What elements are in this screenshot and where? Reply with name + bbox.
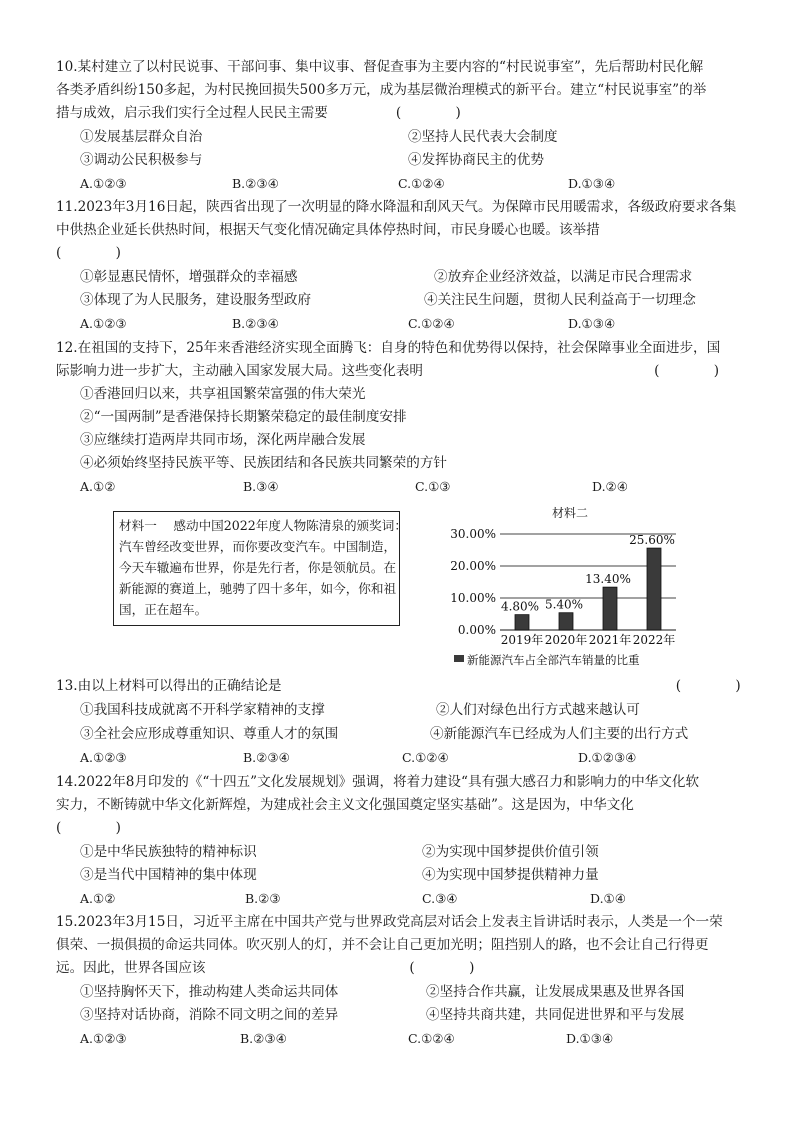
question-15-choice-b: B.②③④ <box>240 1031 287 1046</box>
question-14-option-1: ①是中华民族独特的精神标识 <box>80 844 257 860</box>
material-one-line-1: 材料一 感动中国2022年度人物陈清泉的颁奖词： <box>119 518 407 533</box>
bar <box>559 613 573 630</box>
question-15-choice-c: C.①②④ <box>408 1031 455 1046</box>
question-10-choice-a: A.①②③ <box>80 176 127 191</box>
question-15-stem-line-1: 15.2023年3月15日，习近平主席在中国共产党与世界政党高层对话会上发表主旨讲话时表示，人类是一个一荣 <box>56 914 723 930</box>
question-12-choice-b: B.③④ <box>243 479 279 494</box>
question-13-choice-d: D.①②③④ <box>578 750 637 765</box>
question-15-stem-line-3: 远。因此，世界各国应该 ( ) <box>56 960 475 976</box>
material-one-line-2: 汽车曾经改变世界，而你要改变汽车。中国制造， <box>119 539 397 554</box>
question-12-option-2: ②“一国两制”是香港保持长期繁荣稳定的最佳制度安排 <box>80 409 407 425</box>
question-12-choice-a: A.①② <box>80 479 116 494</box>
question-10-option-1: ①发展基层群众自治 <box>80 129 203 145</box>
bar-value-label: 4.80% <box>500 599 540 614</box>
bar <box>515 615 529 630</box>
chart-y-axis <box>450 527 496 637</box>
bar <box>603 587 617 630</box>
question-14-option-2: ②为实现中国梦提供价值引领 <box>422 844 599 860</box>
question-15-choice-a: A.①②③ <box>80 1031 127 1046</box>
question-11-choice-b: B.②③④ <box>232 316 279 331</box>
y-tick-label: 30.00% <box>450 527 496 541</box>
question-13-option-4: ④新能源汽车已经成为人们主要的出行方式 <box>430 726 689 742</box>
x-tick-label: 2022年 <box>632 633 676 647</box>
question-11-option-4: ④关注民生问题，贯彻人民利益高于一切理念 <box>424 292 696 308</box>
material-one-line-5: 国，正在超车。 <box>119 602 208 617</box>
y-tick-label: 20.00% <box>450 559 496 573</box>
question-15-option-3: ③坚持对话协商，消除不同文明之间的差异 <box>80 1007 339 1023</box>
question-15-option-2: ②坚持合作共赢，让发展成果惠及世界各国 <box>426 984 685 1000</box>
question-10-option-3: ③调动公民积极参与 <box>80 152 203 168</box>
question-11-stem-line-1: 11.2023年3月16日起，陕西省出现了一次明显的降水降温和刮风天气。为保障市民用暖需求，各级政府要求各集 <box>56 199 737 215</box>
legend-swatch <box>454 655 464 662</box>
question-14-choice-a: A.①② <box>80 891 116 906</box>
chart-legend <box>454 653 640 667</box>
chart-title: 材料二 <box>551 506 589 520</box>
question-14-stem-line-2: 实力，不断铸就中华文化新辉煌，为建成社会主义文化强国奠定坚实基础”。这是因为，中华文化 <box>56 797 634 813</box>
question-14-choice-c: C.③④ <box>422 891 458 906</box>
question-13-choice-b: B.②③④ <box>243 750 290 765</box>
question-11-stem-line-3: ( ) <box>56 245 121 261</box>
question-11-option-3: ③体现了为人民服务，建设服务型政府 <box>80 292 312 308</box>
question-10-stem-line-2: 各类矛盾纠纷150多起，为村民挽回损失500多万元，成为基层微治理模式的新平台。建立“村民说事室”的举 <box>56 82 707 98</box>
question-14-stem-line-1: 14.2022年8月印发的《“十四五”文化发展规划》强调，将着力建设“具有强大感召力和影响力的中华文化软 <box>56 774 700 790</box>
question-14-option-3: ③是当代中国精神的集中体现 <box>80 867 257 883</box>
question-10-choice-d: D.①③④ <box>568 176 616 191</box>
question-15-stem-line-2: 俱荣、一损俱损的命运共同体。吹灭别人的灯，并不会让自己更加光明；阻挡别人的路，也不会让自己行得更 <box>56 937 709 953</box>
question-15-option-1: ①坚持胸怀天下，推动构建人类命运共同体 <box>80 984 339 1000</box>
question-12-stem-line-2: 际影响力进一步扩大，主动融入国家发展大局。这些变化表明 ( ) <box>56 363 720 379</box>
question-12-option-1: ①香港回归以来，共享祖国繁荣富强的伟大荣光 <box>80 386 366 402</box>
material-one-line-4: 新能源的赛道上，驰骋了四十多年，如今，你和祖 <box>119 581 397 596</box>
y-tick-label: 0.00% <box>457 623 496 637</box>
material-one-line-3: 今天车辙遍布世界，你是先行者，你是领航员。在 <box>119 560 397 575</box>
question-10-stem-line-1: 10.某村建立了以村民说事、干部问事、集中议事、督促查事为主要内容的“村民说事室”，先后帮助村民化解 <box>56 59 704 75</box>
question-11-choice-a: A.①②③ <box>80 316 127 331</box>
question-12-choice-d: D.②④ <box>592 479 628 494</box>
material-one-box <box>113 511 407 626</box>
question-10-option-4: ④发挥协商民主的优势 <box>408 152 544 168</box>
question-14-choice-b: B.②③ <box>245 891 281 906</box>
question-13-option-2: ②人们对绿色出行方式越来越认可 <box>436 702 640 718</box>
question-13-option-3: ③全社会应形成尊重知识、尊重人才的氛围 <box>80 726 339 742</box>
chart-bars <box>501 533 675 630</box>
question-10-choice-c: C.①②④ <box>398 176 445 191</box>
bar-value-label: 13.40% <box>585 572 631 587</box>
question-11-option-2: ②放弃企业经济效益，以满足市民合理需求 <box>434 269 693 285</box>
question-12-option-3: ③应继续打造两岸共同市场，深化两岸融合发展 <box>80 432 366 448</box>
question-13-stem-line-1: 13.由以上材料可以得出的正确结论是 ( ) <box>56 678 741 694</box>
x-tick-label: 2019年 <box>500 633 544 647</box>
bar-value-label: 5.40% <box>544 597 584 612</box>
question-11-choice-d: D.①③④ <box>568 316 616 331</box>
x-tick-label: 2020年 <box>544 633 588 647</box>
question-10-stem-line-3: 措与成效，启示我们实行全过程人民民主需要 ( ) <box>56 105 461 121</box>
question-11-option-1: ①彰显惠民情怀，增强群众的幸福感 <box>80 269 298 285</box>
material-two-bar-chart <box>440 502 700 674</box>
question-13-choice-a: A.①②③ <box>80 750 127 765</box>
question-12-option-4: ④必须始终坚持民族平等、民族团结和各民族共同繁荣的方针 <box>80 455 448 471</box>
chart-x-axis <box>501 632 676 647</box>
bar-value-label: 25.60% <box>629 533 675 548</box>
x-tick-label: 2021年 <box>588 633 632 647</box>
y-tick-label: 10.00% <box>450 591 496 605</box>
question-12-choice-c: C.①③ <box>415 479 451 494</box>
question-15-choice-d: D.①③④ <box>566 1031 614 1046</box>
question-13-choice-c: C.①②④ <box>402 750 449 765</box>
question-12-stem-line-1: 12.在祖国的支持下，25年来香港经济实现全面腾飞：自身的特色和优势得以保持，社会保障事业全面进步，国 <box>56 340 721 356</box>
question-10-choice-b: B.②③④ <box>232 176 279 191</box>
question-14-choice-d: D.①④ <box>590 891 626 906</box>
question-11-stem-line-2: 中供热企业延长供热时间，根据天气变化情况确定具体停热时间，市民身暖心也暖。该举措 <box>56 222 600 238</box>
question-13-option-1: ①我国科技成就离不开科学家精神的支撑 <box>80 702 325 718</box>
question-14-stem-line-3: ( ) <box>56 820 121 836</box>
question-15-option-4: ④坚持共商共建，共同促进世界和平与发展 <box>426 1007 685 1023</box>
question-10-option-2: ②坚持人民代表大会制度 <box>408 129 558 145</box>
question-11-choice-c: C.①②④ <box>408 316 455 331</box>
question-14-option-4: ④为实现中国梦提供精神力量 <box>422 867 599 883</box>
legend-label: 新能源汽车占全部汽车销量的比重 <box>467 653 640 667</box>
bar <box>647 548 661 630</box>
